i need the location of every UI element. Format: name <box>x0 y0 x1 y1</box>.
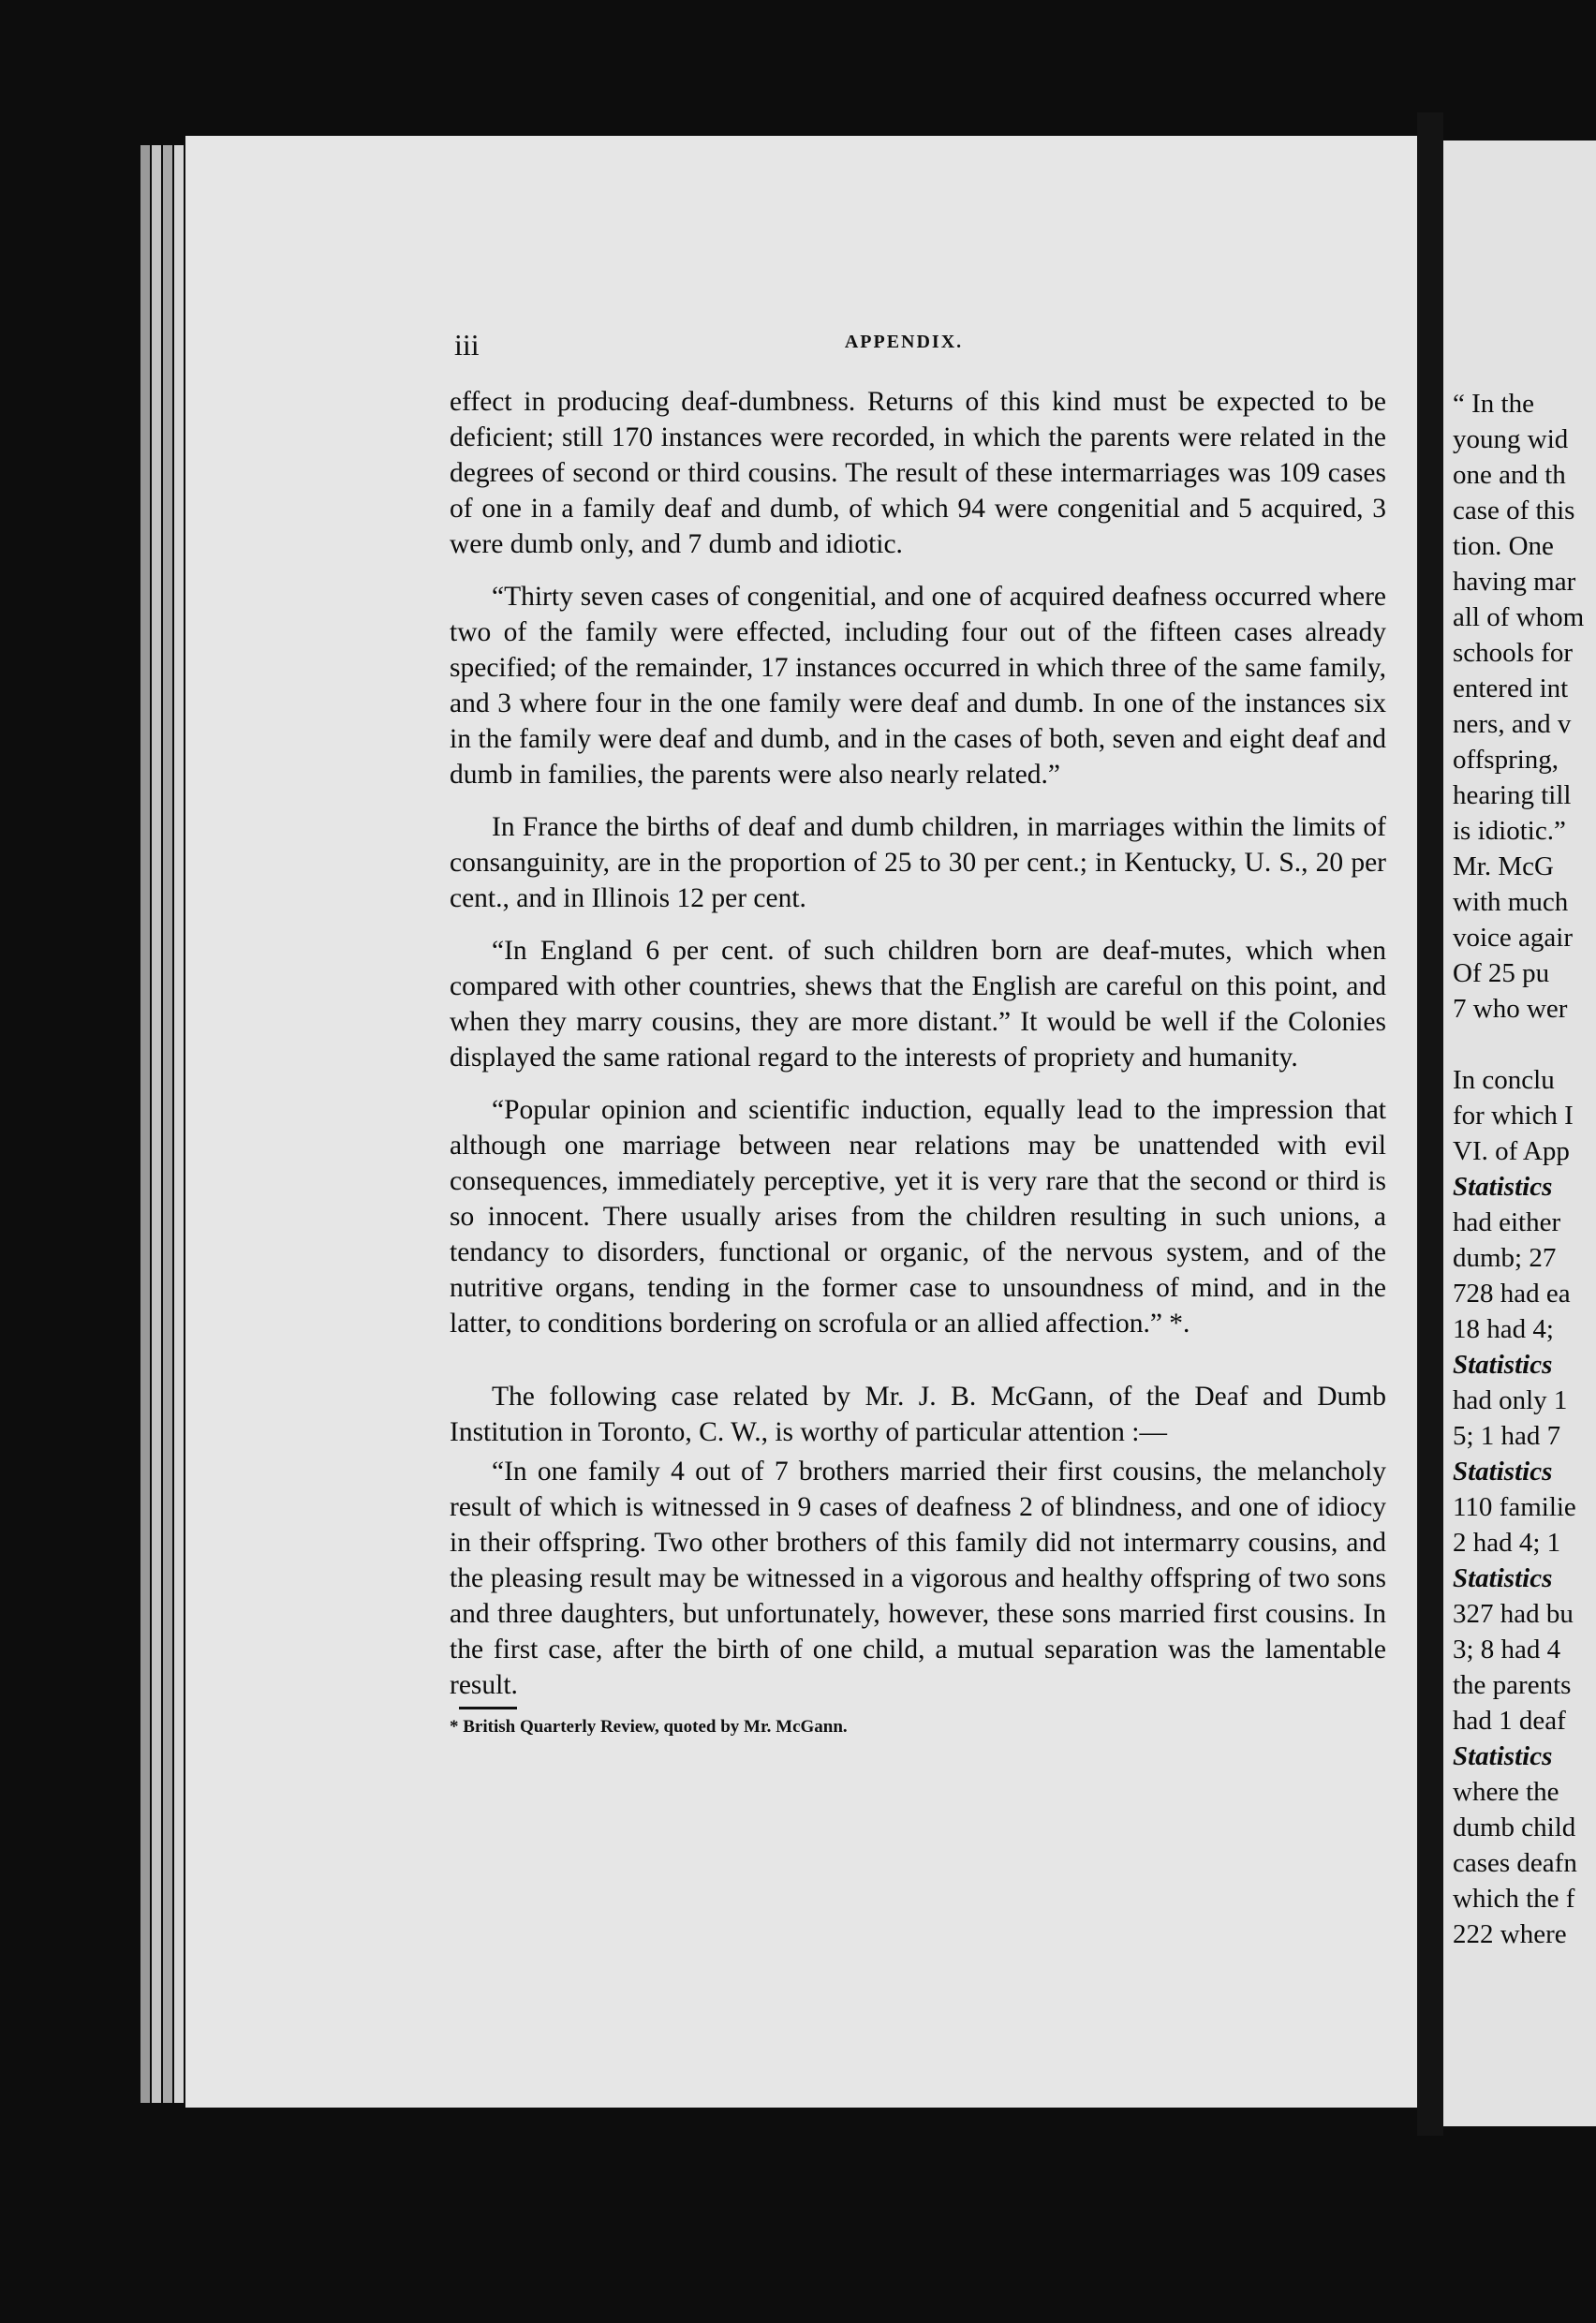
right-line: hearing till <box>1453 780 1572 810</box>
page-number: iii <box>454 328 480 362</box>
right-line: Statistics <box>1453 1563 1553 1593</box>
right-page <box>1443 141 1596 2126</box>
right-line: 110 familie <box>1453 1492 1576 1522</box>
right-line <box>1453 1027 1596 1062</box>
right-line: 18 had 4; <box>1453 1314 1554 1344</box>
right-line: with much <box>1453 887 1569 917</box>
page-edge <box>163 145 172 2103</box>
right-line: had either <box>1453 1207 1561 1237</box>
right-line: 728 had ea <box>1453 1279 1571 1309</box>
right-line: entered int <box>1453 673 1569 703</box>
right-line: for which I <box>1453 1101 1574 1131</box>
footnote-rule <box>459 1707 517 1709</box>
right-line: offspring, <box>1453 745 1559 775</box>
page-edge <box>140 145 150 2103</box>
book-gutter <box>1417 112 1443 2136</box>
paragraph: In France the births of deaf and dumb children, in marriages within the limits of consanguinity, are in the proportion of 25 to 30 per cent.; in Kentucky, U. S., 20 per cent., and in Illinois 12 per cent. <box>450 812 1386 913</box>
right-line: Statistics <box>1453 1172 1553 1202</box>
right-line: 3; 8 had 4 <box>1453 1635 1561 1665</box>
page-edge <box>152 145 161 2103</box>
right-line: young wid <box>1453 424 1569 454</box>
right-line: 7 who wer <box>1453 994 1568 1024</box>
paragraph: “In England 6 per cent. of such children born are deaf-mutes, which when compared with other countries, shews that the English are careful on this point, and when they marry cousins, they are more distant.” It would be well if the Colonies displayed the same rational regard to the interests of propriety and humanity. <box>450 936 1386 1073</box>
paragraph: effect in producing deaf-dumbness. Returns of this kind must be expected to be deficient; still 170 instances were recorded, in which the parents were related in the degrees of second or third cousins. The result of these intermarriages was 109 cases of one in a family deaf and dumb, of which 94 were congenitial and 5 acquired, 3 were dumb only, and 7 dumb and idiotic. <box>450 387 1386 559</box>
page-header <box>454 328 1353 365</box>
right-line: 2 had 4; 1 <box>1453 1528 1561 1558</box>
right-line: schools for <box>1453 638 1574 668</box>
right-line: ners, and v <box>1453 709 1572 739</box>
right-line: had 1 deaf <box>1453 1706 1566 1736</box>
right-line: dumb child <box>1453 1813 1576 1842</box>
right-line: had only 1 <box>1453 1385 1568 1415</box>
paragraph: “Popular opinion and scientific induction, equally lead to the impression that although one marriage between near relations may be unattended with evil consequences, immediately perceptive, yet it is very rare that the second or third is so innocent. There usually arises from the children resulting in such unions, a tendancy to disorders, functional or organic, of the nervous system, and of the nutritive organs, tending in the former case to unsoundness of mind, and in the latter, to conditions bordering on scrofula or an allied affection.” *. <box>450 1095 1386 1339</box>
right-line: 327 had bu <box>1453 1599 1574 1629</box>
right-line: dumb; 27 <box>1453 1243 1557 1273</box>
right-line: VI. of App <box>1453 1136 1570 1166</box>
page-body <box>450 384 1386 1739</box>
right-line: one and th <box>1453 460 1566 490</box>
paragraph: The following case related by Mr. J. B. McGann, of the Deaf and Dumb Institution in Toronto, C. W., is worthy of particular attention :— <box>450 1382 1386 1447</box>
right-line: Statistics <box>1453 1741 1553 1771</box>
right-line: 222 where <box>1453 1919 1567 1949</box>
right-line: tion. One <box>1453 531 1554 561</box>
page-edge <box>174 145 184 2103</box>
right-line: Statistics <box>1453 1457 1553 1487</box>
right-line: Of 25 pu <box>1453 958 1550 988</box>
right-line: where the <box>1453 1777 1559 1807</box>
right-line: which the f <box>1453 1884 1575 1914</box>
paragraph: “In one family 4 out of 7 brothers married their first cousins, the melancholy result of which is witnessed in 9 cases of deafness 2 of blindness, and one of idiocy in their offspring. Two other brothers of this family did not intermarry cousins, and the pleasing result may be witnessed in a vigorous and healthy offspring of two sons and three daughters, but unfortunately, however, these sons married first cousins. In the first case, after the birth of one child, a mutual separation was the lamentable result. <box>450 1457 1386 1700</box>
right-page-text <box>1453 386 1596 1952</box>
paragraph: “Thirty seven cases of congenitial, and one of acquired deafness occurred where two of the family were effected, including four out of the fifteen cases already specified; of the remainder, 17 instances occurred in which three of the same family, and 3 where four in the one family were deaf and dumb. In one of the instances six in the family were deaf and dumb, and in the cases of both, seven and eight deaf and dumb in families, the parents were also nearly related.” <box>450 582 1386 790</box>
right-line: Statistics <box>1453 1350 1553 1380</box>
right-line: Mr. McG <box>1453 851 1554 881</box>
right-line: voice agair <box>1453 923 1574 953</box>
right-line: In conclu <box>1453 1065 1555 1095</box>
right-line: “ In the <box>1453 389 1534 419</box>
right-line: 5; 1 had 7 <box>1453 1421 1561 1451</box>
right-line: having mar <box>1453 567 1576 597</box>
running-head: APPENDIX. <box>844 332 964 352</box>
right-line: cases deafn <box>1453 1848 1577 1878</box>
right-line: all of whom <box>1453 602 1585 632</box>
footnote: * British Quarterly Review, quoted by Mr. McGann. <box>450 1717 848 1737</box>
right-line: case of this <box>1453 496 1575 525</box>
right-line: is idiotic.” <box>1453 816 1566 846</box>
right-line: the parents <box>1453 1670 1572 1700</box>
